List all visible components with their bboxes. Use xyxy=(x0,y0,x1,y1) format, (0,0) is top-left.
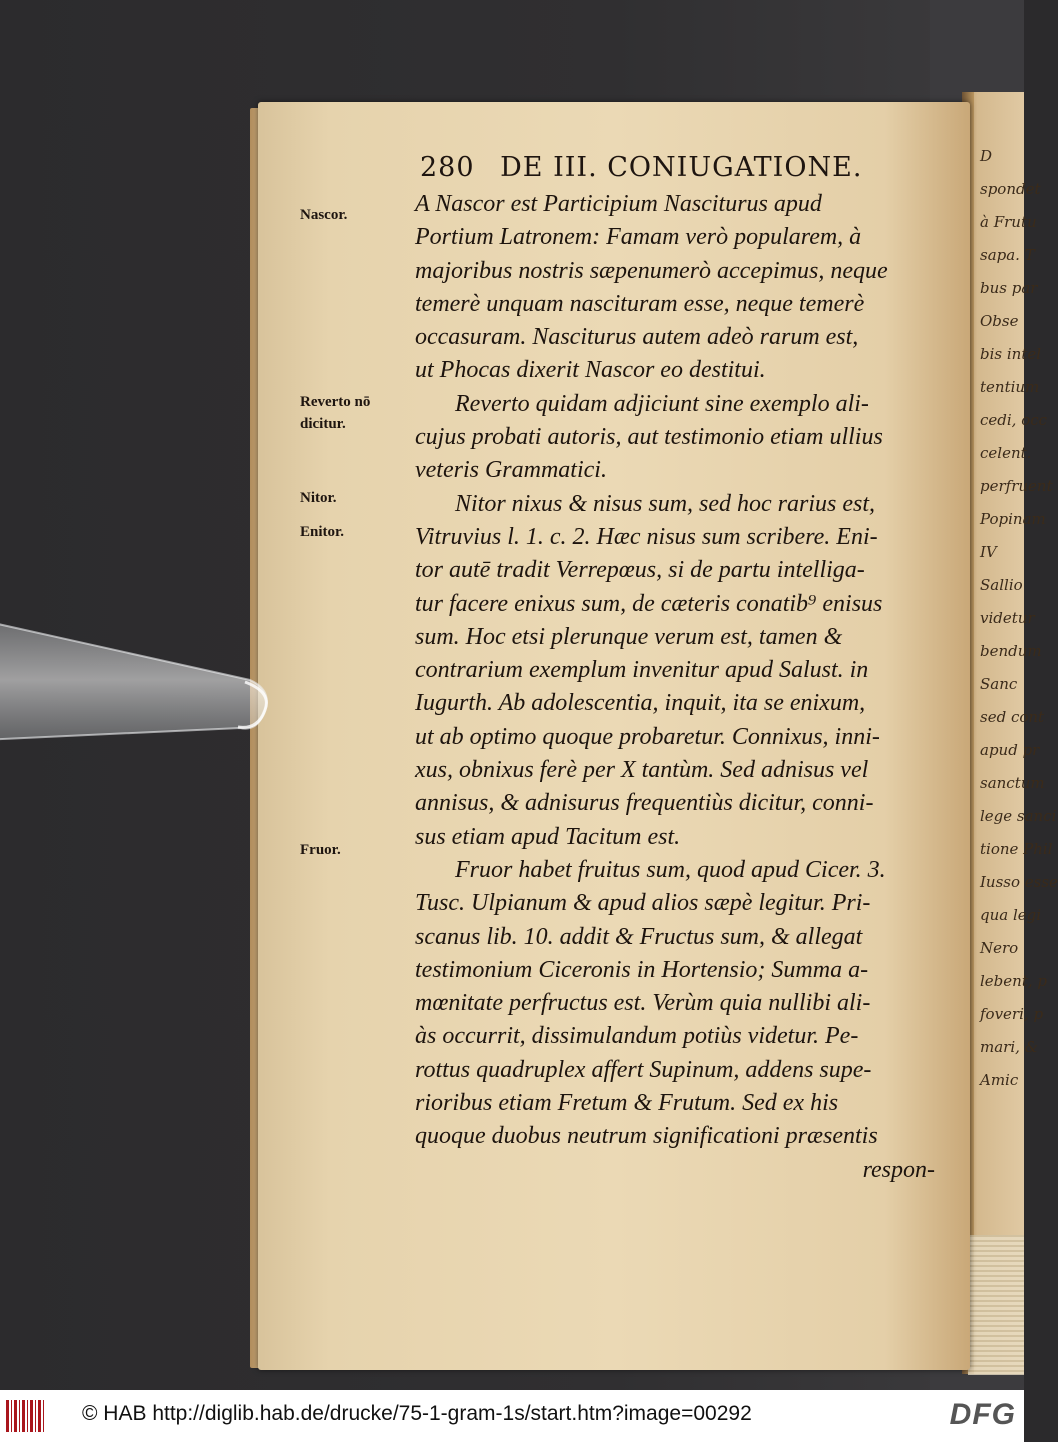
text-line: tur facere enixus sum, de cæteris conatib⁹ enisus xyxy=(415,590,883,617)
facing-page-line: tione Phil xyxy=(980,840,1053,858)
facing-page-line: lebent, p xyxy=(980,972,1047,990)
facing-page-line: D xyxy=(980,147,993,165)
text-line: annisus, & adnisurus frequentiùs dicitur, conni- xyxy=(415,790,874,817)
facing-page-line: Obse xyxy=(980,312,1019,330)
text-line: occasuram. Nasciturus autem adeò rarum est, xyxy=(415,324,859,351)
facing-page-line: Iusso esse xyxy=(980,873,1058,891)
footer-bar xyxy=(0,1390,1024,1442)
facing-page-line: mari, & xyxy=(980,1038,1039,1056)
facing-page-line: celent. xyxy=(980,444,1032,462)
text-line: scanus lib. 10. addit & Fructus sum, & allegat xyxy=(415,923,863,950)
text-line: Vitruvius l. 1. c. 2. Hæc nisus sum scribere. Eni- xyxy=(415,523,878,550)
text-line: ut ab optimo quoque probaretur. Connixus, inni- xyxy=(415,723,880,750)
margin-note: Enitor. xyxy=(300,524,345,540)
facing-page-line: sapa. T xyxy=(980,246,1035,264)
facing-page-line: Sanc xyxy=(980,675,1018,693)
facing-page-text xyxy=(980,140,1058,1097)
text-line: temerè unquam nascituram esse, neque temerè xyxy=(415,290,865,317)
facing-page-line: cedi, occ xyxy=(980,411,1048,429)
facing-page-line: à Frutu xyxy=(980,213,1037,231)
text-line: A Nascor est Participium Nasciturus apud xyxy=(415,191,822,217)
text-line: ut Phocas dixerit Nascor eo destitui. xyxy=(415,357,766,384)
text-line: Nitor nixus & nisus sum, sed hoc rarius est, xyxy=(455,490,876,517)
text-line: Fruor habet fruitus sum, quod apud Cicer. 3. xyxy=(455,856,886,883)
text-line: Iugurth. Ab adolescentia, inquit, ita se enixum, xyxy=(415,690,866,717)
text-line: contrarium exemplum invenitur apud Salust. in xyxy=(415,657,869,684)
page-stack-edge xyxy=(968,1235,1024,1375)
facing-page-line: bendum xyxy=(980,642,1042,660)
text-line: xus, obnixus ferè per X tantùm. Sed adnisus vel xyxy=(415,757,869,784)
facing-page-line: videtur xyxy=(980,609,1035,627)
body-text xyxy=(415,188,935,1187)
margin-note: dicitur. xyxy=(300,416,346,432)
text-line: Tusc. Ulpianum & apud alios sæpè legitur. Pri- xyxy=(415,890,871,917)
text-line: às occurrit, dissimulandum potiùs videtur. Pe- xyxy=(415,1023,859,1050)
text-line: sum. Hoc etsi plerunque verum est, tamen & xyxy=(415,623,843,650)
text-line: respon- xyxy=(862,1156,935,1183)
text-line: rottus quadruplex affert Supinum, addens supe- xyxy=(415,1056,872,1083)
running-header xyxy=(420,152,862,183)
facing-page-line: sed cont xyxy=(980,708,1045,726)
facing-page-line: tentium xyxy=(980,378,1040,396)
facing-page-line: foveri, p xyxy=(980,1005,1044,1023)
hab-logo-icon xyxy=(6,1400,46,1432)
copyright-link[interactable]: © HAB http://diglib.hab.de/drucke/75-1-gram-1s/start.htm?image=00292 xyxy=(82,1402,752,1425)
text-line: cujus probati autoris, aut testimonio etiam ullius xyxy=(415,424,883,451)
text-line: mœnitate perfructus est. Verùm quia nullibi ali- xyxy=(415,990,871,1017)
facing-page-line: apud pr xyxy=(980,741,1040,759)
facing-page-line: bis intel xyxy=(980,345,1042,363)
margin-note: Reverto nō xyxy=(300,394,371,410)
text-line: sus etiam apud Tacitum est. xyxy=(415,823,681,850)
text-line: rioribus etiam Fretum & Frutum. Sed ex his xyxy=(415,1090,839,1117)
text-line: Reverto quidam adjiciunt sine exemplo ali- xyxy=(455,390,869,417)
facing-page-line: spondet xyxy=(980,180,1041,198)
running-title: DE III. CONIUGATIONE. xyxy=(500,152,863,183)
text-line: Portium Latronem: Famam verò popularem, à xyxy=(415,224,862,251)
dfg-logo: DFG xyxy=(949,1398,1016,1431)
text-line: majoribus nostris sæpenumerò accepimus, neque xyxy=(415,257,888,284)
facing-page-line: lege sanci xyxy=(980,807,1057,825)
glass-weight-icon xyxy=(0,610,280,760)
facing-page-line: sanctum xyxy=(980,774,1045,792)
facing-page-line: Popinam xyxy=(980,510,1046,528)
facing-page-line: bus par xyxy=(980,279,1038,297)
facing-page-line: Amic xyxy=(980,1071,1019,1089)
page-number: 280 xyxy=(420,152,475,183)
facing-page-line: qua legi xyxy=(980,906,1042,924)
margin-note: Nascor. xyxy=(300,207,348,223)
margin-note: Nitor. xyxy=(300,490,337,506)
margin-note: Fruor. xyxy=(300,842,341,858)
text-line: veteris Grammatici. xyxy=(415,457,607,484)
facing-page-line: perfruent xyxy=(980,477,1053,495)
facing-page-line: IV xyxy=(980,543,997,561)
text-line: testimonium Ciceronis in Hortensio; Summa a- xyxy=(415,956,869,983)
text-line: tor autē tradit Verrepœus, si de partu intelliga- xyxy=(415,557,865,584)
facing-page-line: Sallio xyxy=(980,576,1023,594)
facing-page-line: Nero xyxy=(980,939,1019,957)
text-line: quoque duobus neutrum significationi præsentis xyxy=(415,1123,878,1150)
